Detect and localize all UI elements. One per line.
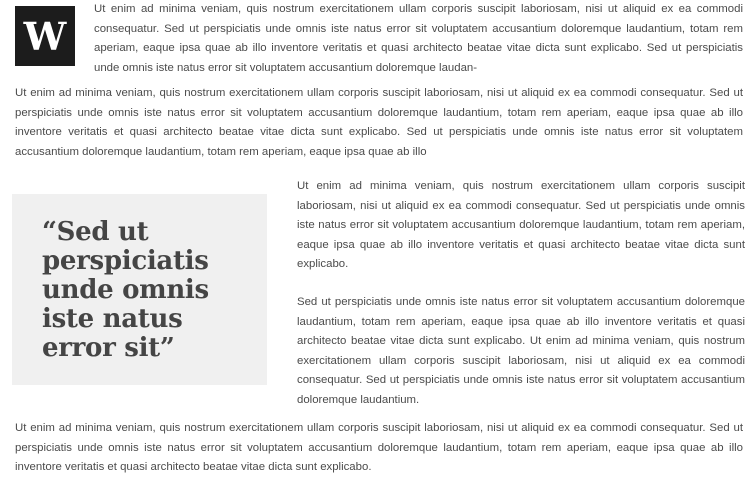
pull-quote-text: “Sed ut perspiciatis unde omnis iste natus error sit”: [42, 217, 209, 363]
dropcap: W: [15, 6, 75, 66]
right-column-paragraph-1: Ut enim ad minima veniam, quis nostrum exercitationem ullam corporis suscipit laboriosam, nisi ut aliquid ex ea commodi consequatur. Sed ut perspiciatis unde omnis iste natus error sit voluptatem accusantium doloremque laudantium, totam rem aperiam, eaque ipsa quae ab illo inventore veritatis et quasi architecto beatae vitae dicta sunt explicabo.: [297, 180, 745, 270]
right-column-paragraph-2: Sed ut perspiciatis unde omnis iste natus error sit voluptatem accusantium doloremque laudantium, totam rem aperiam, eaque ipsa quae ab illo inventore veritatis et quasi architecto beatae vitae dicta sunt explicabo. Ut enim ad minima veniam, quis nostrum exercitationem ullam corporis suscipit laboriosam, nisi ut aliquid ex ea commodi consequatur. Sed ut perspiciatis unde omnis iste natus error sit voluptatem accusantium doloremque laudantium.: [297, 296, 745, 406]
pull-quote: [12, 194, 267, 385]
bottom-paragraph: Ut enim ad minima veniam, quis nostrum exercitationem ullam corporis suscipit laboriosam, nisi ut aliquid ex ea commodi consequatur. Sed ut perspiciatis unde omnis iste natus error sit voluptatem accusantium doloremque laudantium, totam rem aperiam, eaque ipsa quae ab illo inventore veritatis et quasi architecto beatae vitae dicta sunt explicabo.: [15, 422, 743, 473]
intro-paragraph: Ut enim ad minima veniam, quis nostrum exercitationem ullam corporis suscipit laboriosam, nisi ut aliquid ex ea commodi consequatur. Sed ut perspiciatis unde omnis iste natus error sit voluptatem accusantium doloremque laudantium, totam rem aperiam, eaque ipsa quae ab illo inventore veritatis et quasi architecto beatae vitae dicta sunt explicabo. Sed ut perspiciatis unde omnis iste natus error sit voluptatem accusantium doloremque laudan-: [94, 3, 743, 74]
intro-continuation-paragraph: Ut enim ad minima veniam, quis nostrum exercitationem ullam corporis suscipit laboriosam, nisi ut aliquid ex ea commodi consequatur. Sed ut perspiciatis unde omnis iste natus error sit voluptatem accusantium doloremque laudantium, totam rem aperiam, eaque ipsa quae ab illo inventore veritatis et quasi architecto beatae vitae dicta sunt explicabo. Sed ut perspiciatis unde omnis iste natus error sit voluptatem accusantium doloremque laudantium, totam rem aperiam, eaque ipsa quae ab illo: [15, 87, 743, 158]
